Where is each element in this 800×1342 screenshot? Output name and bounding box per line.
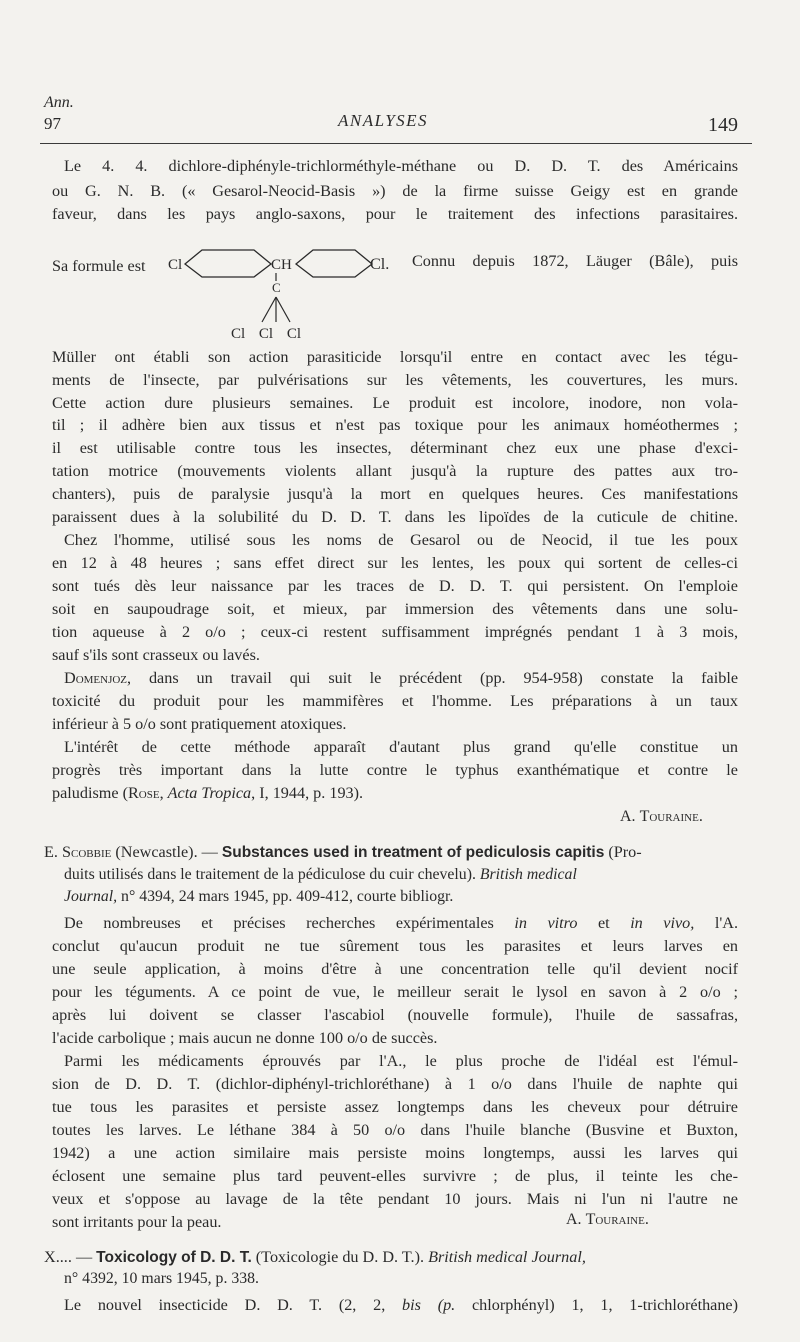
formula-c: C (272, 280, 281, 295)
para2-line: progrès très important dans la lutte contre le typhus exanthématique et contre le (52, 761, 738, 779)
intro-line: Le 4. 4. dichlore-diphényle-trichlorméthyle-méthane ou D. D. T. des Américains (64, 157, 738, 175)
article2-line: toutes les larves. Le léthane 384 à 50 o/o dans l'huile blanche (Busvine et Buxton, (52, 1121, 738, 1139)
formula-tail: Connu depuis 1872, Läuger (Bâle), puis (412, 252, 738, 270)
para1-line: soit en saupoudrage soit, et mieux, par immersion des vêtements dans une solu- (52, 600, 738, 618)
signature-2: A. Touraine. (566, 1211, 649, 1228)
author-scobbie: Scobbie (61, 843, 112, 861)
article2-line: après lui doivent se classer l'ascabiol (nouvelle formule), l'huile de sassafras, (52, 1006, 738, 1024)
para1-line: il est utilisable contre tous les insectes, déterminant chez eux une phase d'exci- (52, 439, 738, 457)
header-title: ANALYSES (338, 111, 429, 130)
formula-lead: Sa formule est (52, 257, 146, 275)
article2-heading: E. Scobbie (Newcastle). — Substances used in treatment of pediculosis capitis (Pro- (44, 843, 642, 861)
para2-line: paludisme (Rose, Acta Tropica, I, 1944, p. 193). (52, 784, 364, 802)
formula-cl-left: Cl (168, 257, 183, 273)
para1-line: Müller ont établi son action parasiticide lorsqu'il entre en contact avec les tégu- (52, 348, 738, 366)
para2-line: inférieur à 5 o/o sont pratiquement atoxiques. (52, 715, 347, 733)
article2-line: 1942) a une action similaire mais persiste moins longtemps, aussi les larves qui (52, 1144, 738, 1162)
para1-line: sauf s'ils sont crasseux ou lavés. (52, 646, 260, 664)
article3-line: Le nouvel insecticide D. D. T. (2, 2, bis (p. chlorphényl) 1, 1, 1-trichloréthane) (64, 1296, 739, 1314)
intro-line: faveur, dans les pays anglo-saxons, pour le traitement des infections parasitaires. (52, 205, 738, 223)
author-rose: Rose (127, 784, 160, 802)
article2-line: pour les téguments. A ce point de vue, le meilleur serait le lysol en savon à 2 o/o ; (52, 983, 738, 1001)
article2-line: l'acide carbolique ; mais aucun ne donne 100 o/o de succès. (52, 1029, 438, 1047)
header-ann: Ann. (44, 94, 74, 111)
para2-line: toxicité du produit pour les mammifères et l'homme. Les préparations à un taux (52, 692, 738, 710)
article2-line: tue tous les parasites et persiste assez longtemps dans les cheveux pour détruire (52, 1098, 738, 1116)
formula-cl-bottom: Cl Cl Cl (231, 326, 302, 342)
journal-acta-tropica: Acta Tropica (167, 784, 252, 802)
formula-cl-right: Cl. (370, 255, 390, 273)
para1-line: sont tués dès leur naissance par les traces de D. D. T. qui persistent. On l'emploie (52, 577, 738, 595)
article2-line: veux et s'oppose au lavage de la tête pendant 10 jours. Mais ni l'un ni l'autre ne (52, 1190, 738, 1208)
header-page-number: 149 (708, 114, 738, 136)
para1-line: chanters), puis de paralysie jusqu'à la mort en quelques heures. Ces manifestations (52, 485, 738, 503)
formula-ch: CH (271, 257, 292, 273)
bond-line (276, 297, 290, 322)
para1-line: Cette action dure plusieurs semaines. Le produit est incolore, inodore, non vola- (52, 394, 738, 412)
article2-heading-line3: Journal, n° 4394, 24 mars 1945, pp. 409-412, courte bibliogr. (64, 888, 454, 905)
article2-heading-line2: duits utilisés dans le traitement de la pédiculose du cuir chevelu). British medical (64, 866, 577, 883)
article3-title: Toxicology of D. D. T. (96, 1249, 252, 1266)
article2-line: une seule application, à moins d'être à une concentration telle qu'il devient nocif (52, 960, 738, 978)
header-volume: 97 (44, 114, 61, 133)
para1-line: Chez l'homme, utilisé sous les noms de Gesarol ou de Neocid, il tue les poux (64, 531, 738, 549)
article2-line: Parmi les médicaments éprouvés par l'A., le plus proche de l'idéal est l'émul- (64, 1052, 738, 1070)
benzene-ring-left (185, 250, 271, 277)
header-rule (40, 143, 752, 144)
article2-line: conclut qu'aucun produit ne tue sûrement tous les parasites et leurs larves en (52, 937, 738, 955)
para1-line: til ; il adhère bien aux tissus et n'est pas toxique pour les animaux homéothermes ; (52, 416, 738, 434)
benzene-ring-right (296, 250, 372, 277)
article3-heading: X.... — Toxicology of D. D. T. (Toxicologie du D. D. T.). British medical Journal, (44, 1248, 586, 1266)
para1-line: tation motrice (mouvements violents allant jusqu'à la rupture des pattes aux tro- (52, 462, 738, 480)
para1-line: ments de l'insecte, par pulvérisations sur les vêtements, les couvertures, les murs. (52, 371, 738, 389)
signature-1: A. Touraine. (620, 808, 703, 825)
para2-line: L'intérêt de cette méthode apparaît d'autant plus grand qu'elle constitue un (64, 738, 738, 756)
article3-heading-line2: n° 4392, 10 mars 1945, p. 338. (64, 1270, 259, 1287)
para1-line: tion aqueuse à 2 o/o ; ceux-ci restent suffisamment imprégnés pendant 1 à 3 mois, (52, 623, 738, 641)
para1-line: paraissent dues à la solubilité du D. D. T. dans les lipoïdes de la cuticule de chitine. (52, 508, 738, 526)
para1-line: en 12 à 48 heures ; sans effet direct sur les lentes, les poux qui sortent de celles-ci (52, 554, 738, 572)
author-domenjoz: Domenjoz (64, 669, 128, 687)
intro-line: ou G. N. B. (« Gesarol-Neocid-Basis ») de la firme suisse Geigy est en grande (52, 182, 738, 200)
bond-line (262, 297, 276, 322)
article2-line: sion de D. D. T. (dichlor-diphényl-trichloréthane) à 1 o/o dans l'huile de naphte qui (52, 1075, 738, 1093)
para2-line: Domenjoz, dans un travail qui suit le précédent (pp. 954-958) constate la faible (64, 669, 738, 687)
article2-line: sont irritants pour la peau. (52, 1213, 222, 1231)
article2-title: Substances used in treatment of pediculosis capitis (221, 844, 605, 861)
article2-line: De nombreuses et précises recherches expérimentales in vitro et in vivo, l'A. (64, 914, 738, 932)
article2-line: éclosent une semaine plus tard peuvent-elles survivre ; de plus, il teinte les che- (52, 1167, 738, 1185)
